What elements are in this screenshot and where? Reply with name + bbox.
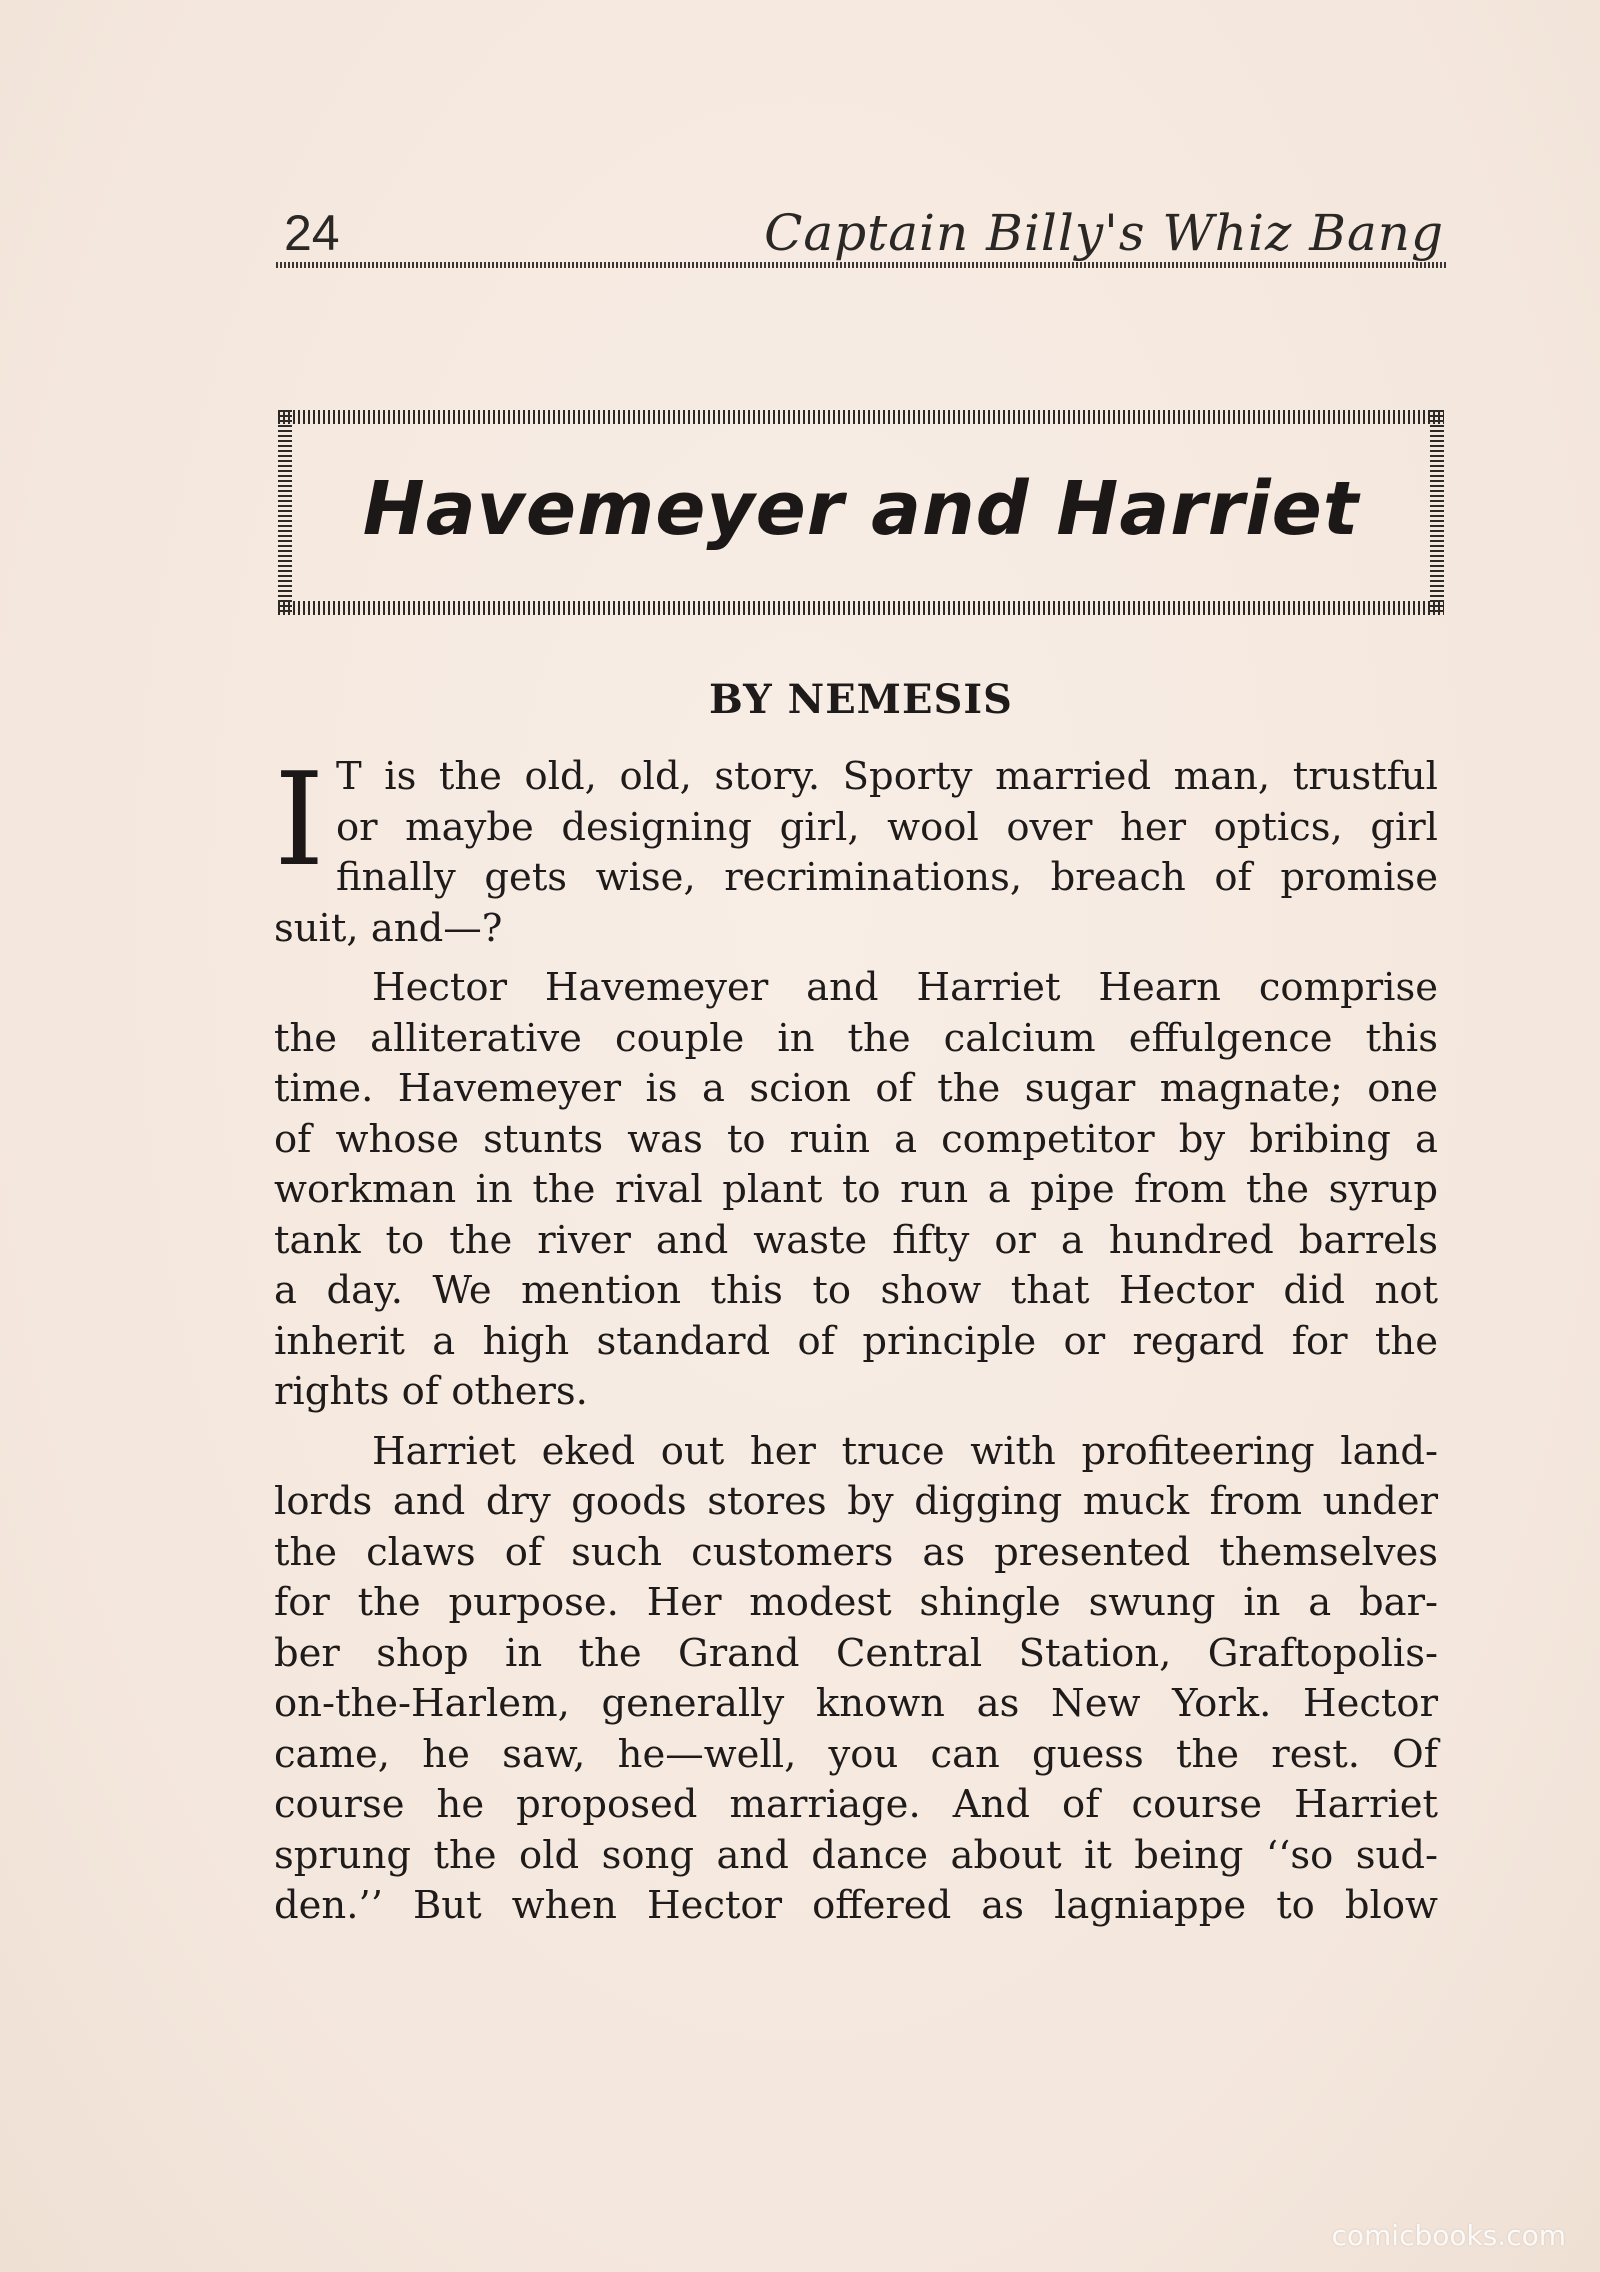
text-line: sprung the old song and dance about it being ‘‘so sud- (274, 1832, 1438, 1878)
text-line: inherit a high standard of principle or regard for the (274, 1318, 1438, 1364)
text-line: the claws of such customers as presented themselves (274, 1529, 1438, 1575)
text-line: den.’’ But when Hector offered as lagniappe to blow (274, 1883, 1438, 1928)
text-line: rights of others. (274, 1369, 588, 1414)
paragraph-1 (274, 746, 1438, 954)
text-line: time. Havemeyer is a scion of the sugar magnate; one (274, 1066, 1438, 1111)
header-rule (276, 262, 1446, 268)
text-line: ber shop in the Grand Central Station, Graftopolis- (274, 1630, 1438, 1676)
running-title: Captain Billy's Whiz Bang (764, 204, 1444, 262)
title-box-border-top (278, 410, 1444, 424)
title-box-border-bottom (278, 601, 1444, 615)
text-line: T is the old, old, story. Sporty married man, trustful (336, 754, 1438, 799)
text-line: or maybe designing girl, wool over her optics, girl (336, 804, 1438, 850)
running-header (276, 200, 1446, 270)
text-line: tank to the river and waste fifty or a hundred barrels (274, 1217, 1438, 1263)
title-box (278, 410, 1444, 615)
paragraph-2 (274, 963, 1438, 1418)
article-title: Havemeyer and Harriet (362, 466, 1360, 552)
text-line: Hector Havemeyer and Harriet Hearn comprise (372, 965, 1438, 1010)
watermark: comicbooks.com (1331, 2219, 1566, 2252)
text-line: suit, and—? (274, 905, 503, 951)
text-line: came, he saw, he—well, you can guess the rest. Of (274, 1731, 1438, 1777)
text-line: Harriet eked out her truce with profiteering land- (372, 1428, 1438, 1474)
text-line: course he proposed marriage. And of course Harriet (274, 1782, 1438, 1827)
paragraph-3 (274, 1427, 1438, 1932)
text-line: on-the-Harlem, generally known as New York. Hector (274, 1681, 1438, 1726)
article-body (274, 746, 1438, 1932)
text-line: of whose stunts was to ruin a competitor by bribing a (274, 1116, 1438, 1162)
text-line: workman in the rival plant to run a pipe from the syrup (274, 1167, 1438, 1212)
text-line: the alliterative couple in the calcium effulgence this (274, 1015, 1438, 1061)
byline: BY NEMESIS (709, 676, 1013, 723)
drop-cap: I (274, 746, 325, 895)
page-number: 24 (284, 205, 340, 261)
text-line: lords and dry goods stores by digging muck from under (274, 1479, 1438, 1524)
text-line: for the purpose. Her modest shingle swung in a bar- (274, 1580, 1438, 1625)
text-line: finally gets wise, recriminations, breach of promise (336, 855, 1438, 900)
text-line: a day. We mention this to show that Hector did not (274, 1268, 1438, 1313)
